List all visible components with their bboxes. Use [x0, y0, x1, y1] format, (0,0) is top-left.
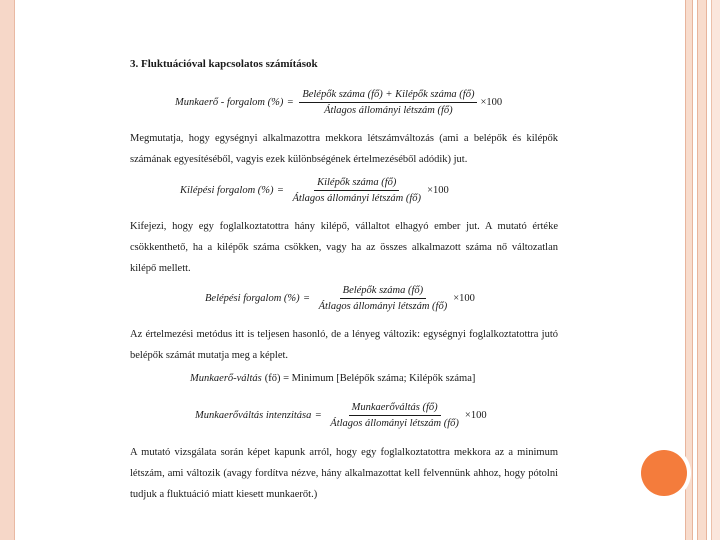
fraction [289, 176, 424, 205]
formula-workforce-change [190, 372, 475, 385]
paragraph: A mutató vizsgálata során képet kapunk arról, hogy egy foglalkoztatottra mekkora az a minimum létszám, ami változik (avagy fordítva nézve, hány alkalmazottat kell felvennünk ahhoz, hogy pótolni tudjuk a fluktuáció miatt kiesett munkaerőt.) [130, 447, 558, 500]
section-heading: 3. Fluktuációval kapcsolatos számítások [130, 58, 318, 70]
fraction-numerator: Belépők száma (fő) [340, 284, 426, 299]
fraction-numerator: Belépők száma (fő) + Kilépők száma (fő) [299, 88, 477, 103]
formula-exit-turnover: Kilépési forgalom (%) = $\frac{\text{Kilépők száma (fő)}}{\text{Átlagos állományi létszám (fő)}}$ ×100 [180, 177, 449, 205]
formula-workforce-turnover: Munkaerő - forgalom (%) = $\frac{\text{Belépők száma (fő) + Kilépők száma (fő)}}{\text{Átlagos állományi létszám (fő)}}$ ×100 [175, 89, 503, 117]
fraction-denominator: Átlagos állományi létszám (fő) [324, 105, 453, 117]
right-frame-stripe [685, 0, 693, 540]
right-frame-stripe [697, 0, 707, 540]
fraction [327, 401, 462, 430]
right-frame-stripe [711, 0, 720, 540]
fraction-denominator: Átlagos állományi létszám (fő) [330, 418, 459, 430]
paragraph: Kifejezi, hogy egy foglalkoztatottra hány kilépő, vállaltot elhagyó ember jut. A mutató értéke csökkenthető, ha a kilépők száma csökken, vagy ha az összes alkalmazott száma nő változatlan kilépő mellett. [130, 221, 558, 274]
fraction [299, 88, 477, 117]
fraction-numerator: Kilépők száma (fő) [314, 176, 399, 191]
formula-rhs: (fő) = Minimum [Belépők száma; Kilépők száma] [264, 373, 476, 384]
fraction-denominator: Átlagos állományi létszám (fő) [318, 301, 448, 313]
document-page [130, 58, 558, 504]
paragraph: Megmutatja, hogy egységnyi alkalmazottra mekkora létszámváltozás (ami a belépők és kilépők számának egyesítéséből, vagyis ezek különbségének értelmezéséből adódik) jut. [130, 133, 558, 165]
multiplier: ×100 [427, 185, 449, 197]
fraction-denominator: Átlagos állományi létszám (fő) [292, 193, 422, 205]
formula-lhs: Munkaerő-váltás [190, 373, 262, 384]
fraction [316, 284, 451, 313]
formula-change-intensity: Munkaerőváltás intenzitása = $\frac{\text{Munkaerőváltás (fő)}}{\text{Átlagos állományi létszám (fő)}}$ ×100 [195, 402, 487, 430]
formula-lhs: Munkaerőváltás intenzitása [195, 410, 312, 422]
orange-circle-decoration [641, 450, 687, 496]
multiplier: ×100 [453, 293, 475, 305]
formula-lhs: Kilépési forgalom (%) [180, 185, 274, 197]
paragraph: Az értelmezési metódus itt is teljesen hasonló, de a lényeg változik: egységnyi foglalkoztatottra jutó belépők számát mutatja meg a képlet. [130, 329, 558, 361]
formula-entry-turnover: Belépési forgalom (%) = $\frac{\text{Belépők száma (fő)}}{\text{Átlagos állományi létszám (fő)}}$ ×100 [205, 285, 475, 313]
fraction-numerator: Munkaerőváltás (fő) [349, 401, 441, 416]
formula-lhs: Belépési forgalom (%) [205, 293, 300, 305]
multiplier: ×100 [464, 410, 487, 422]
multiplier: ×100 [480, 97, 503, 109]
formula-lhs: Munkaerő - forgalom (%) [175, 97, 284, 109]
left-frame-border [0, 0, 15, 540]
